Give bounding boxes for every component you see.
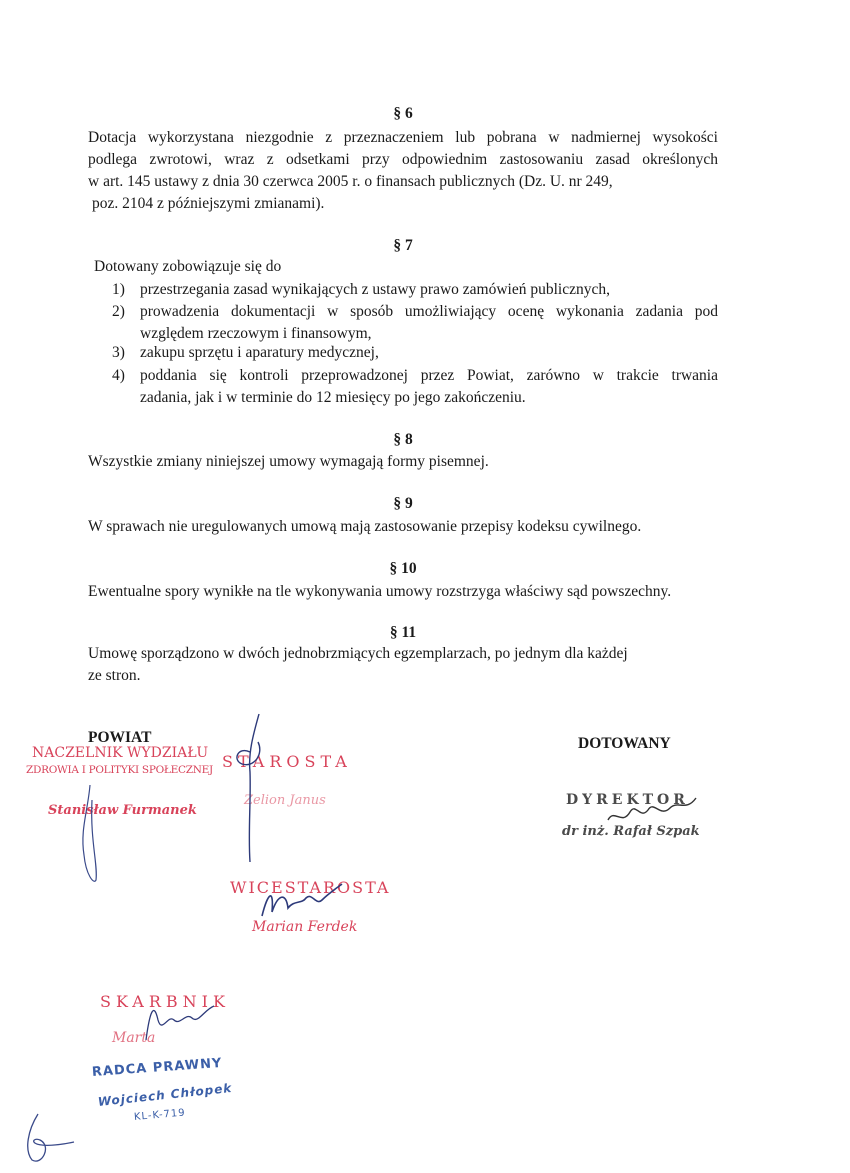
list-item-number: 1)	[112, 281, 125, 298]
list-item-text	[140, 279, 718, 301]
section-11-line-2: ze stron.	[88, 667, 141, 684]
section-6-heading: § 6	[393, 105, 413, 122]
list-item-line: przestrzegania zasad wynikających z ustawy prawo zamówień publicznych,	[140, 281, 610, 298]
signature-skarbnik	[140, 1000, 220, 1050]
section-6-text	[88, 127, 718, 215]
signature-dyrektor	[600, 790, 710, 835]
list-item-text	[140, 342, 718, 364]
section-10-heading: § 10	[389, 560, 417, 577]
section-7-heading: § 7	[393, 237, 413, 254]
section-9-text	[88, 516, 718, 538]
list-item-text	[140, 301, 718, 345]
stamp-radca-number: KL-K-719	[133, 1107, 187, 1123]
stamp-starosta-name: Zelion Janus	[244, 793, 326, 808]
section-9-line: W sprawach nie uregulowanych umową mają zastosowanie przepisy kodeksu cywilnego.	[88, 518, 642, 535]
stamp-naczelnik-dept: ZDROWIA I POLITYKI SPOŁECZNEJ	[26, 764, 213, 776]
list-item-line: poddania się kontroli przeprowadzonej przez Powiat, zarówno w trakcie trwania	[140, 367, 718, 384]
signature-initial	[18, 1110, 78, 1165]
section-10-line: Ewentualne spory wynikłe na tle wykonywania umowy rozstrzyga właściwy sąd powszechny.	[88, 583, 672, 600]
powiat-label: POWIAT	[88, 729, 152, 746]
list-item-line: prowadzenia dokumentacji w sposób umożliwiający ocenę wykonania zadania pod	[140, 303, 718, 320]
section-7-intro	[94, 256, 724, 278]
signature-starosta	[224, 712, 284, 867]
section-10-text	[88, 581, 718, 603]
section-11-text	[88, 643, 718, 687]
signature-naczelnik	[60, 780, 120, 890]
section-11-heading: § 11	[389, 624, 417, 641]
list-item-number: 2)	[112, 303, 125, 320]
section-6-line-2: podlega zwrotowi, wraz z odsetkami przy odpowiednim zastosowaniu zasad określonych	[88, 151, 718, 168]
stamp-wicestarosta-name: Marian Ferdek	[252, 919, 358, 935]
dotowany-label: DOTOWANY	[578, 735, 671, 752]
section-11-line-1: Umowę sporządzono w dwóch jednobrzmiących egzemplarzach, po jednym dla każdej	[88, 645, 628, 662]
stamp-naczelnik-title: NACZELNIK WYDZIAŁU	[32, 745, 209, 761]
stamp-dyrektor-name: dr inż. Rafał Szpak	[562, 824, 700, 839]
section-6-line-1: Dotacja wykorzystana niezgodnie z przeznaczeniem lub pobrana w nadmiernej wysokości	[88, 129, 718, 146]
section-6-line-4: poz. 2104 z późniejszymi zmianami).	[92, 195, 325, 212]
section-8-text	[88, 451, 718, 473]
stamp-wicestarosta-title: WICESTAROSTA	[230, 878, 391, 897]
list-item-line: względem rzeczowym i finansowym,	[140, 325, 372, 342]
list-item-number: 3)	[112, 344, 125, 361]
list-item-number: 4)	[112, 367, 125, 384]
stamp-radca-title: RADCA PRAWNY	[91, 1055, 223, 1080]
stamp-radca-name: Wojciech Chłopek	[97, 1080, 233, 1109]
list-item-line: zadania, jak i w terminie do 12 miesięcy po jego zakończeniu.	[140, 389, 526, 406]
list-item-text	[140, 365, 718, 409]
section-7-intro-text: Dotowany zobowiązuje się do	[94, 258, 282, 275]
section-6-line-3: w art. 145 ustawy z dnia 30 czerwca 2005 r. o finansach publicznych (Dz. U. nr 249,	[88, 173, 613, 190]
stamp-dyrektor-title: DYREKTOR	[566, 792, 689, 808]
signature-wicestarosta	[258, 882, 348, 922]
section-9-heading: § 9	[393, 495, 413, 512]
section-8-heading: § 8	[393, 431, 413, 448]
stamp-naczelnik-name: Stanisław Furmanek	[48, 803, 197, 818]
stamp-starosta-title: STAROSTA	[222, 752, 352, 771]
section-8-line: Wszystkie zmiany niniejszej umowy wymagają formy pisemnej.	[88, 453, 489, 470]
stamp-skarbnik-title: SKARBNIK	[100, 992, 230, 1011]
list-item-line: zakupu sprzętu i aparatury medycznej,	[140, 344, 379, 361]
stamp-skarbnik-name: Marta	[112, 1030, 156, 1046]
